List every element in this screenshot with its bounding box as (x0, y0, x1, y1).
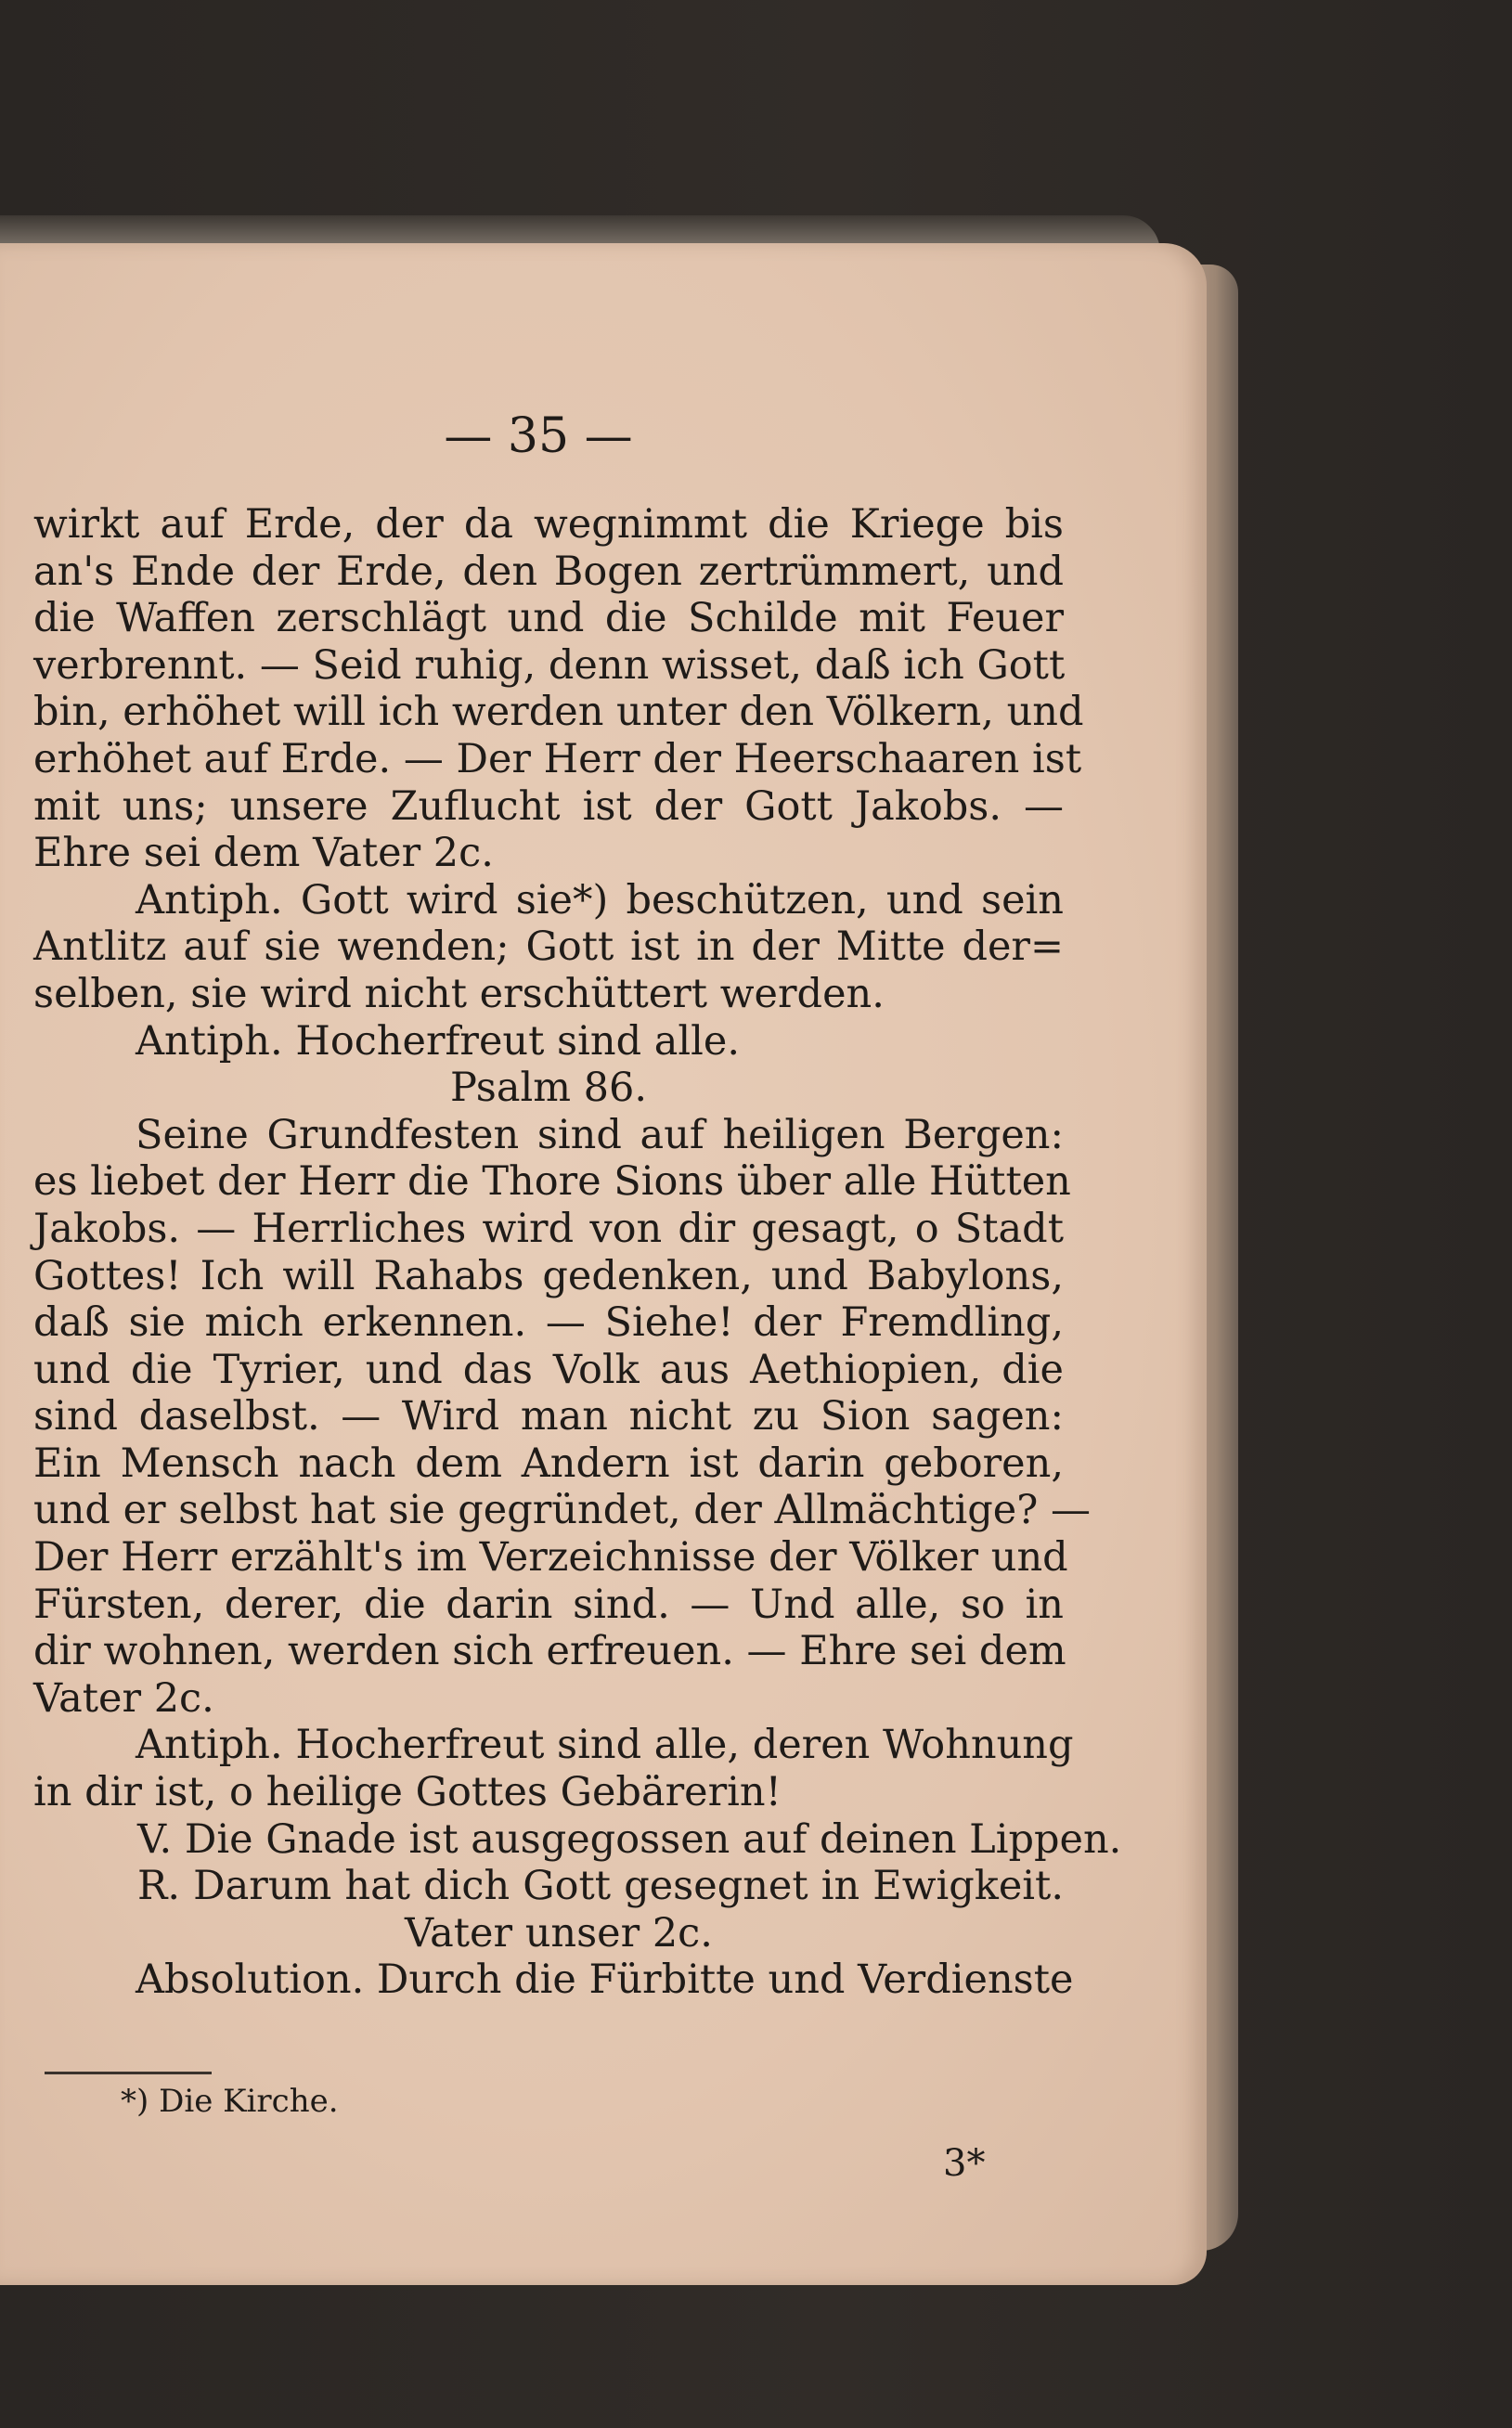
text-line: mit uns; unsere Zuflucht ist der Gott Jakobs. — (33, 782, 1064, 830)
text-line: erhöhet auf Erde. — Der Herr der Heerschaaren ist (33, 735, 1082, 782)
text-line: daß sie mich erkennen. — Siehe! der Fremdling, (33, 1299, 1064, 1347)
page-number: — 35 — (444, 408, 633, 464)
text-line: und die Tyrier, und das Volk aus Aethiopien, die (33, 1346, 1064, 1393)
text-line: R. Darum hat dich Gott gesegnet in Ewigkeit. (137, 1863, 1064, 1910)
text-line: Vater unser 2c. (405, 1909, 713, 1957)
text-line: Jakobs. — Herrliches wird von dir gesagt, o Stadt (33, 1205, 1064, 1252)
signature-mark: 3* (943, 2142, 986, 2185)
text-line: Antlitz auf sie wenden; Gott ist in der Mitte der= (33, 923, 1064, 971)
text-line: Antiph. Gott wird sie*) beschützen, und sein (136, 876, 1064, 923)
text-line: verbrennt. — Seid ruhig, denn wisset, daß ich Gott (33, 641, 1066, 689)
footnote-rule (45, 2072, 212, 2074)
text-line: es liebet der Herr die Thore Sions über alle Hütten (33, 1158, 1071, 1206)
body-text (33, 501, 1122, 2004)
text-line: die Waffen zerschlägt und die Schilde mit Feuer (33, 595, 1064, 642)
footnote: *) Die Kirche. (121, 2083, 339, 2120)
text-line: Ehre sei dem Vater 2c. (33, 830, 494, 877)
text-line: Gottes! Ich will Rahabs gedenken, und Babylons, (33, 1252, 1064, 1299)
text-line: in dir ist, o heilige Gottes Gebärerin! (33, 1769, 782, 1816)
text-line: und er selbst hat sie gegründet, der Allmächtige? — (33, 1487, 1091, 1534)
text-line: sind daselbst. — Wird man nicht zu Sion sagen: (33, 1393, 1064, 1440)
text-line: wirkt auf Erde, der da wegnimmt die Kriege bis (33, 501, 1064, 548)
text-line: dir wohnen, werden sich erfreuen. — Ehre sei dem (33, 1628, 1066, 1675)
text-line: Fürsten, derer, die darin sind. — Und alle, so in (33, 1581, 1064, 1628)
text-line: Seine Grundfesten sind auf heiligen Bergen: (136, 1111, 1064, 1158)
text-line: bin, erhöhet will ich werden unter den Völkern, und (33, 689, 1084, 736)
text-line: Absolution. Durch die Fürbitte und Verdienste (136, 1957, 1074, 2004)
text-line: Antiph. Hocherfreut sind alle, deren Wohnung (136, 1722, 1074, 1769)
text-line: selben, sie wird nicht erschüttert werden. (33, 970, 885, 1017)
text-line: V. Die Gnade ist ausgegossen auf deinen Lippen. (137, 1815, 1122, 1863)
text-line: an's Ende der Erde, den Bogen zertrümmert, und (33, 548, 1064, 595)
text-line: Psalm 86. (449, 1065, 648, 1112)
text-line: Der Herr erzählt's im Verzeichnisse der Völker und (33, 1534, 1068, 1582)
text-line: Vater 2c. (33, 1674, 214, 1722)
text-line: Antiph. Hocherfreut sind alle. (136, 1017, 741, 1065)
text-line: Ein Mensch nach dem Andern ist darin geboren, (33, 1440, 1064, 1487)
